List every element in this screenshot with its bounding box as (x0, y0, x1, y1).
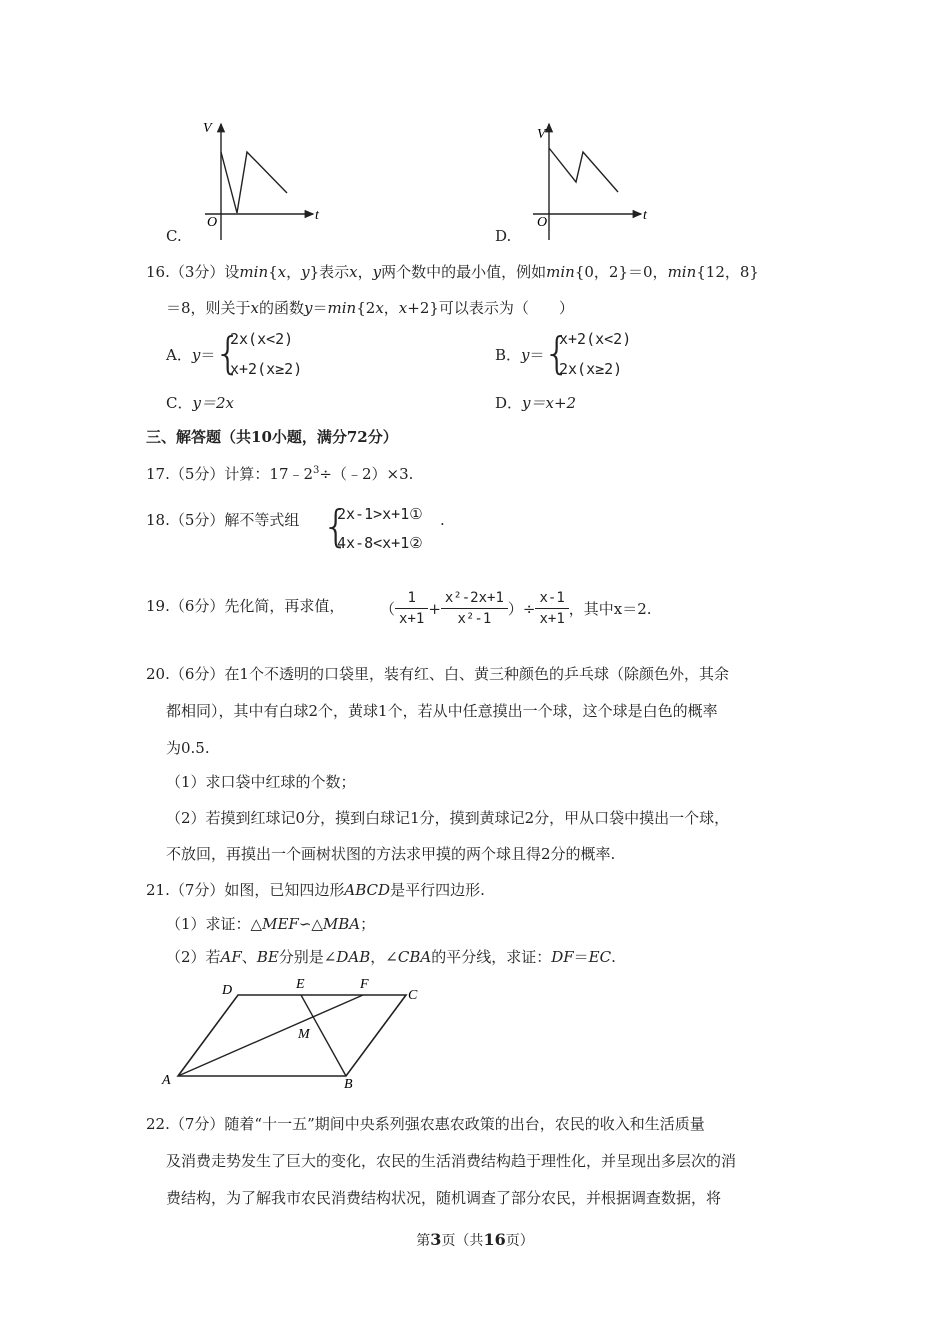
q19-frac-2: $\frac{\text{x²-2x+1}}{\text{x²-1}}$ (441, 588, 508, 629)
q20-part2-cont: 不放回，再摸出一个画树状图的方法求甲摸的两个球且得2分的概率. (166, 845, 616, 863)
option-c-label: C. (166, 227, 182, 245)
graph-c-curve (221, 152, 287, 213)
label-d: D (222, 983, 233, 998)
q20-line1: 20.（6分）在1个不透明的口袋里，装有红、白、黄三种颜色的乒乓球（除颜色外，其余 (146, 665, 729, 683)
graph-d-curve (549, 148, 618, 192)
q16-option-c: C．y＝2x (166, 394, 234, 412)
q20-part1: （1）求口袋中红球的个数； (166, 773, 356, 791)
q16-option-b: B．y＝ (495, 346, 545, 364)
q16-b-brace: { (543, 328, 571, 379)
label-a: A (162, 1073, 171, 1088)
graph-d-origin: O (537, 215, 548, 230)
section-title: 三、解答题（共10小题，满分72分） (146, 428, 398, 446)
label-e: E (296, 977, 305, 992)
label-f: F (360, 977, 369, 992)
parallelogram-figure (160, 972, 430, 1090)
q19-frac-3: $\frac{x-1}{x+1}$ (535, 588, 568, 629)
q20-line2: 都相同），其中有白球2个，黄球1个，若从中任意摸出一个球，这个球是白色的概率 (166, 702, 718, 720)
graph-d (523, 118, 663, 243)
q20-part2: （2）若摸到红球记0分，摸到白球记1分，摸到黄球记2分，甲从口袋中摸出一个球， (166, 809, 730, 827)
q17: 17.（5分）计算：$17﹣2^3\div(﹣2)\times 3$. (146, 465, 414, 483)
q22-line3: 费结构，为了解我市农民消费结构状况，随机调查了部分农民，并根据调查数据，将 (166, 1189, 722, 1207)
q16-b-bottom: 2x(x≥2) (559, 360, 623, 378)
graph-c-origin: O (207, 215, 218, 230)
graph-d-t-label: t (643, 208, 647, 223)
q21-line1: 21.（7分）如图，已知四边形ABCD是平行四边形. (146, 881, 485, 899)
label-m: M (298, 1027, 310, 1042)
q22-line1: 22.（7分）随着“十一五”期间中央系列强农惠农政策的出台，农民的收入和生活质量 (146, 1115, 705, 1133)
q20-line3: 为0.5. (166, 739, 210, 757)
q18-ineq-1: 2x-1>x+1① (337, 505, 423, 523)
q16-a-bottom: x+2(x≥2) (230, 360, 303, 378)
label-b: B (344, 1077, 353, 1090)
q19-frac-1: $\frac{1}{x+1}$ (395, 588, 428, 629)
q16-option-d: D．y＝x+2 (495, 394, 577, 412)
q19-expression: （ $\frac{1}{x+1}$ + $\frac{\text{x²-2x+1}}{\text{x²-1}}$ ）÷ $\frac{x-1}{x+1}$ ，其中x＝2. (380, 590, 652, 627)
graph-c-t-label: t (315, 208, 319, 223)
page-footer: 第3页（共16页） (416, 1230, 534, 1249)
q18-ineq-2: 4x-8<x+1② (337, 534, 423, 552)
q16-b-top: x+2(x<2) (559, 330, 632, 348)
q16-a-brace: { (214, 328, 242, 379)
q18: 18.（5分）解不等式组 (146, 511, 300, 529)
q18-brace: { (322, 501, 350, 552)
q16-line2: ＝8，则关于x的函数y＝min{2x，x+2}可以表示为（ ） (166, 299, 574, 317)
q18-end: . (440, 511, 445, 529)
graph-c (195, 118, 335, 243)
graph-d-v-label: V (537, 127, 546, 142)
option-d-label: D. (495, 227, 512, 245)
q16-line1: 16.（3分）设min{x，y}表示x，y两个数中的最小值，例如min{0，2}＝0，min{12，8} (146, 263, 759, 281)
parallelogram (178, 995, 406, 1076)
q21-part1: （1）求证：△MEF∽△MBA； (166, 915, 376, 933)
label-c: C (408, 988, 418, 1003)
q19-label: 19.（6分）先化简，再求值， (146, 597, 345, 615)
q22-line2: 及消费走势发生了巨大的变化，农民的生活消费结构趋于理性化，并呈现出多层次的消 (166, 1152, 737, 1170)
q21-part2: （2）若AF、BE分别是∠DAB，∠CBA的平分线，求证：DF＝EC. (166, 948, 616, 966)
graph-c-v-label: V (203, 121, 212, 136)
q16-option-a: A．y＝ (166, 346, 216, 364)
q16-a-top: 2x(x<2) (230, 330, 294, 348)
segment-af (178, 995, 363, 1076)
